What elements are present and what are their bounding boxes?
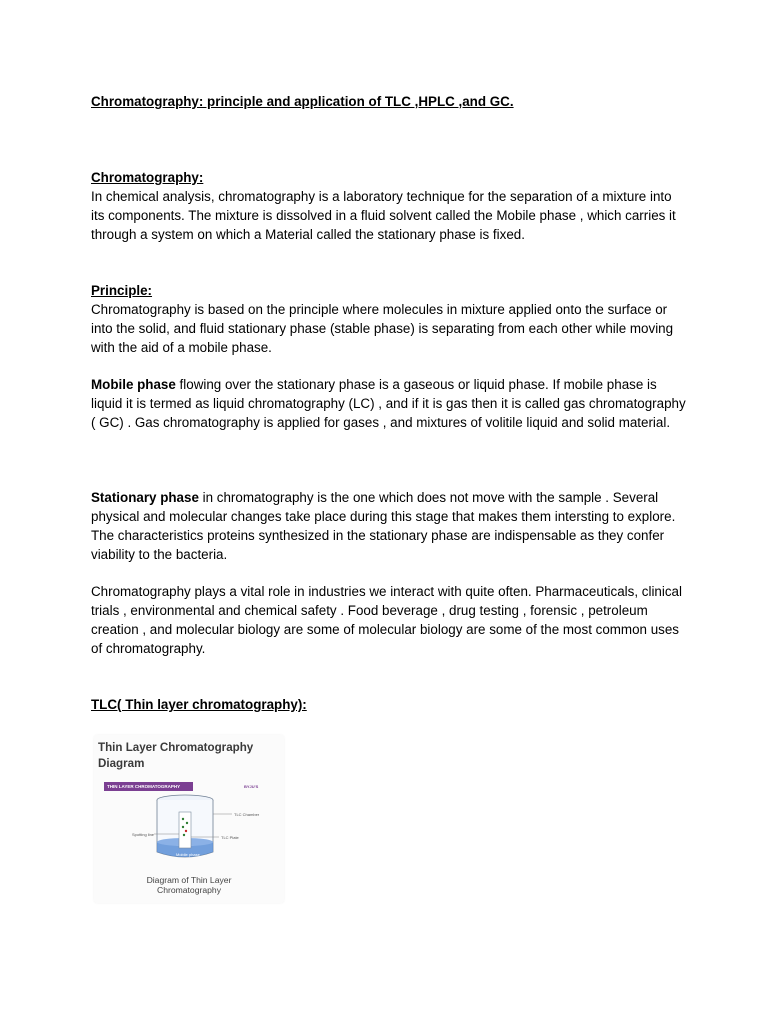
section-applications [91,582,687,658]
label-mobile-phase: Mobile phase [176,852,200,857]
label-tlc-plate: TLC Plate [221,835,239,840]
stationary-phase-term: Stationary phase [91,490,199,505]
section-chromatography [91,168,687,244]
mobile-phase-text: flowing over the stationary phase is a gaseous or liquid phase. If mobile phase is liquid it is termed as liquid chromatography (LC) , and if it is gas then it is called gas chromatography ( GC) . Gas chromatography is applied for gases , and mixtures of volitile liquid and solid material. [91,377,686,430]
section-stationary-phase [91,488,687,564]
chromatography-text: In chemical analysis, chromatography is a laboratory technique for the separation of a mixture into its components. The mixture is dissolved in a fluid solvent called the Mobile phase , which carries it through a system on which a Material called the stationary phase is fixed. [91,189,676,242]
label-spotting-line: Spotting line [132,832,155,837]
label-tlc-chamber: TLC Chamber [234,812,260,817]
stationary-phase-text: in chromatography is the one which does not move with the sample . Several physical and molecular changes take place during this stage that makes them intersting to explore. The characteristics proteins synthesized in the stationary phase are indispensable as they confer viability to the bacteria. [91,490,676,562]
tlc-chamber-illustration [94,790,284,875]
applications-text: Chromatography plays a vital role in industries we interact with quite often. Pharmaceuticals, clinical trials , environmental and chemical safety . Food beverage , drug testing , forensic , petroleum creation , and molecular biology are some of molecular biology are some of the most common uses of chromatography. [91,584,682,656]
tlc-heading: TLC( Thin layer chromatography): [91,697,307,712]
tlc-diagram-image [94,735,284,903]
tlc-diagram-banner: THIN LAYER CHROMATOGRAPHY [104,782,193,791]
section-mobile-phase [91,375,687,432]
principle-text: Chromatography is based on the principle where molecules in mixture applied onto the surface or into the solid, and fluid stationary phase (stable phase) is separating from each other while moving with the aid of a mobile phase. [91,302,674,355]
chromatography-heading: Chromatography: [91,170,204,185]
section-tlc [91,695,687,714]
tlc-diagram-title: Thin Layer Chromatography Diagram [98,741,254,770]
stationary-phase-paragraph [91,488,687,564]
section-principle [91,281,687,357]
mobile-phase-paragraph [91,375,687,432]
principle-heading: Principle: [91,283,153,298]
mobile-phase-term: Mobile phase [91,377,176,392]
tlc-plate-icon [179,812,191,848]
tlc-diagram-caption: Diagram of Thin Layer Chromatography [146,875,232,895]
logo-icon: BYJU'S [244,784,259,789]
document-title: Chromatography: principle and application of TLC ,HPLC ,and GC. [91,94,514,109]
